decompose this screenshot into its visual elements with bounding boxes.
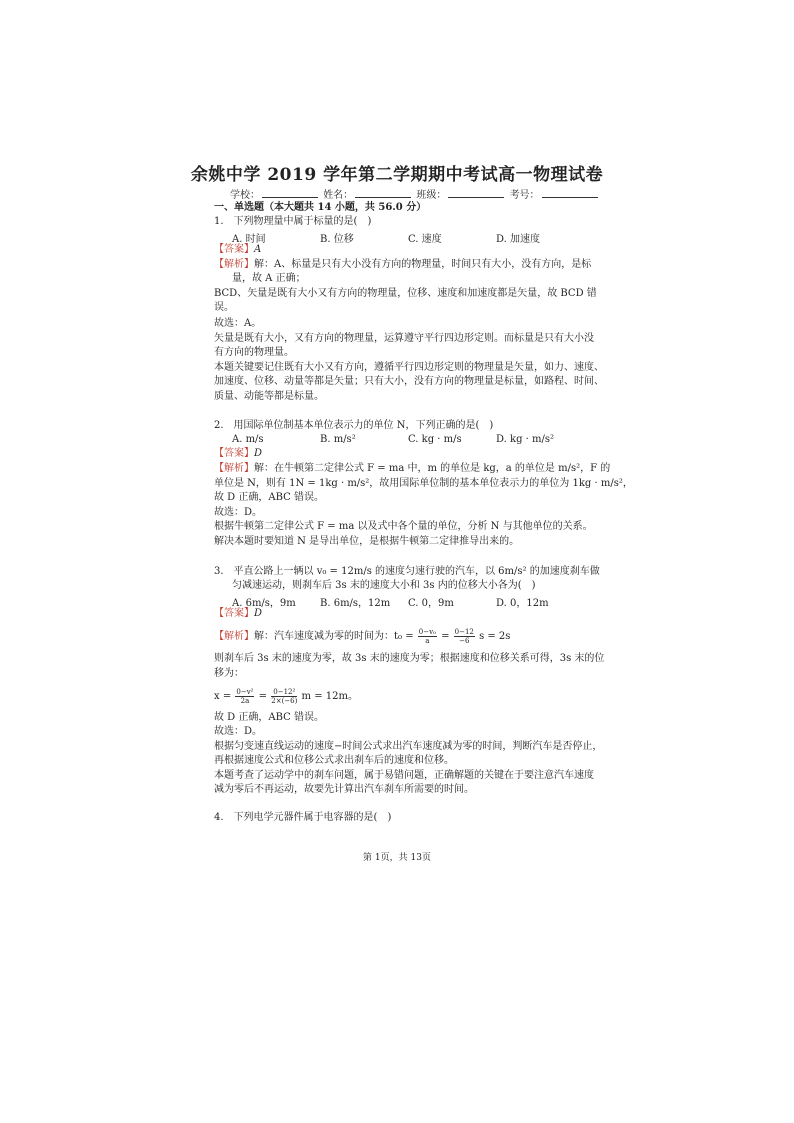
q2-answer [214,448,262,460]
student-info [230,186,600,201]
q3-stem: 匀减速运动，则刹车后 3s 末的速度大小和 3s 内的位移大小各为( ) [232,580,536,591]
q1-option-b: B. 位移 [320,234,354,245]
q3-analysis-line: 再根据速度公式和位移公式求出刹车后的速度和位移。 [214,755,454,766]
fraction: $\frac{0-12}{-6}$ [454,628,474,645]
q3-stem: 3. 平直公路上一辆以 v₀ = 12m/s 的速度匀速行驶的汽车，以 6m/s² 的加速度刹车做 [214,566,600,577]
q1-analysis-line [214,259,591,271]
q3-analysis-formula: 【解析】解：汽车速度减为零的时间为：t₀ = $\frac{\text{0−v₀}}{a}$ = $\frac{0-12}{-6}$ s = 2s [214,628,511,645]
name-blank [355,188,411,198]
q1-analysis-line: 误。 [214,302,234,313]
q3-option-c: C. 0，9m [408,598,454,609]
q2-analysis-line: 单位是 N，则有 1N = 1kg · m/s²，故用国际单位制的基本单位表示力的单位为 1kg · m/s²， [214,478,633,489]
q1-option-d: D. 加速度 [496,234,541,245]
answer-tag: 【答案】 [214,448,254,459]
page-title: 余姚中学 2019 学年第二学期期中考试高一物理试卷 [190,165,604,185]
q2-analysis-line [214,463,610,475]
q1-answer [214,244,261,256]
analysis-tag: 【解析】 [214,463,254,474]
name-label: 姓名： [323,190,354,201]
fraction: $\frac{\text{0−12²}}{2\times(-6)}$ [271,688,298,705]
number-label: 考号： [509,190,540,201]
q1-analysis-line: BCD、矢量是既有大小又有方向的物理量，位移、速度和加速度都是矢量，故 BCD 错 [214,288,597,299]
q3-option-b: B. 6m/s，12m [320,598,391,609]
analysis-tag: 【解析】 [214,631,254,642]
q1-analysis-line: 矢量是既有大小，又有方向的物理量，运算遵守平行四边形定则。而标量是只有大小没 [214,333,594,344]
q3-analysis-line: 移为： [214,668,244,679]
q1-analysis-line: 故选：A。 [214,318,262,329]
q2-analysis-line: 故 D 正确，ABC 错误。 [214,492,324,503]
q2-analysis-line: 解决本题时要知道 N 是导出单位，是根据牛顿第二定律推导出来的。 [214,536,520,547]
q1-analysis-line: 量，故 A 正确； [232,273,306,284]
fraction: $\frac{\text{0−v₀}}{a}$ [418,628,436,645]
q3-analysis-lead: 解：汽车速度减为零的时间为：t₀ = [254,631,414,642]
q3-answer [214,608,262,620]
q3-analysis-line: 故 D 正确，ABC 错误。 [214,712,324,723]
answer-tag: 【答案】 [214,244,254,255]
q3-option-a: A. 6m/s，9m [232,598,296,609]
q1-option-a: A. 时间 [232,234,266,245]
q3-analysis-line: 故选：D。 [214,726,263,737]
q1-analysis-line: 本题关键要记住既有大小又有方向，遵循平行四边形定则的物理量是矢量，如力、速度、 [214,362,604,373]
q1-answer-value: A [254,244,262,255]
analysis-tag: 【解析】 [214,259,254,270]
q3-answer-value: D [254,608,263,619]
q3-analysis-line: 减为零后不再运动，故要先计算出汽车刹车所需要的时间。 [214,784,474,795]
q2-analysis-line: 根据牛顿第二定律公式 F = ma 以及式中各个量的单位，分析 N 与其他单位的关系。 [214,521,593,532]
school-label: 学校： [230,190,260,201]
q2-option-a: A. m/s [232,434,264,445]
q3-analysis-line: 则刹车后 3s 末的速度为零，故 3s 末的速度为零；根据速度和位移关系可得，3s 末的位 [214,653,605,664]
q3-analysis-line: 本题考查了运动学中的刹车问题，属于易错问题，正确解题的关键在于要注意汽车速度 [214,770,594,781]
class-label: 班级： [416,190,447,201]
q1-analysis-line: 质量、动能等都是标量。 [214,391,324,402]
q1-option-c: C. 速度 [408,234,442,245]
q2-analysis-text: 解：在牛顿第二定律公式 F = ma 中，m 的单位是 kg，a 的单位是 m/s²，F 的 [254,463,611,474]
page-footer: 第 1页，共 13页 [363,853,431,863]
q2-option-d: D. kg · m/s² [496,434,555,445]
school-blank [262,188,318,198]
answer-tag: 【答案】 [214,608,254,619]
q4-stem: 4. 下列电学元器件属于电容器的是( ) [214,812,392,823]
q1-analysis-line: 加速度、位移、动量等都是矢量；只有大小，没有方向的物理量是标量，如路程、时间、 [214,376,604,387]
class-blank [448,188,504,198]
section-heading: 一、单选题（本大题共 14 小题，共 56.0 分） [214,202,427,213]
q2-option-c: C. kg · m/s [408,434,462,445]
q1-analysis-line: 有方向的物理量。 [214,347,294,358]
q3-option-d: D. 0，12m [496,598,549,609]
q2-option-b: B. m/s² [320,434,356,445]
q1-stem: 1. 下列物理量中属于标量的是( ) [214,216,372,227]
q3-analysis-line: 根据匀变速直线运动的速度−时间公式求出汽车速度减为零的时间，判断汽车是否停止， [214,741,603,752]
q2-answer-value: D [254,448,263,459]
q2-stem: 2. 用国际单位制基本单位表示力的单位 N，下列正确的是( ) [214,420,494,431]
fraction: $\frac{\text{0−v²}}{2a}$ [236,688,254,705]
q2-analysis-line: 故选：D。 [214,507,263,518]
q3-displacement-formula: x = $\frac{\text{0−v²}}{2a}$ = $\frac{\text{0−12²}}{2\times(-6)}$ m = 12m。 [214,688,358,705]
number-blank [542,188,598,198]
q1-analysis-text: 解：A、标量是只有大小没有方向的物理量，时间只有大小，没有方向，是标 [254,259,592,270]
